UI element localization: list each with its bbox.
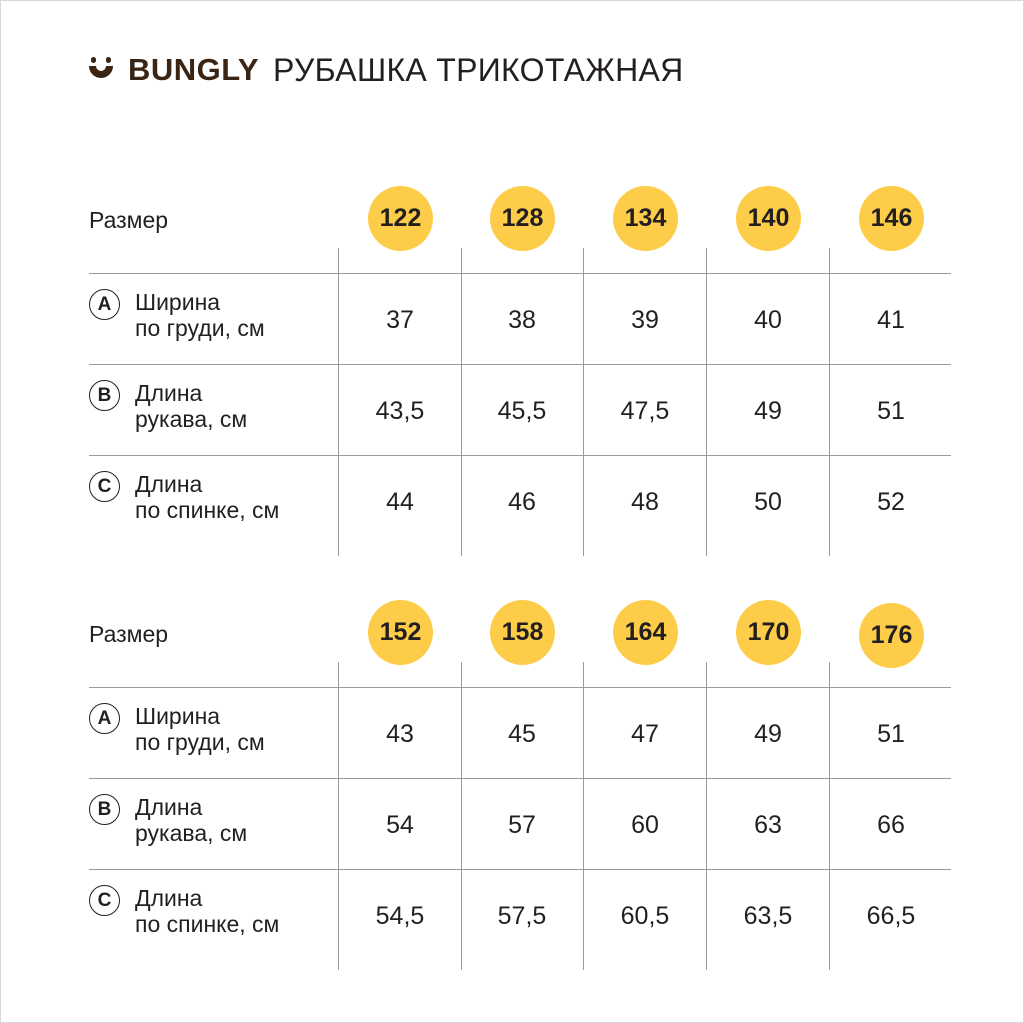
header xyxy=(86,48,684,92)
table-cell: 63,5 xyxy=(743,902,793,930)
row-label-line2: по груди, см xyxy=(135,729,265,755)
size-badge: 140 xyxy=(736,186,801,251)
table-cell: 60 xyxy=(631,811,659,839)
table-cell: 43,5 xyxy=(375,397,425,425)
row-letter-badge: C xyxy=(89,885,120,916)
table-cell: 47 xyxy=(631,720,659,748)
size-badge: 128 xyxy=(490,186,555,251)
size-badge: 158 xyxy=(490,600,555,665)
row-letter-badge: B xyxy=(89,380,120,411)
row-label-line2: по груди, см xyxy=(135,315,265,341)
row-divider xyxy=(89,687,951,688)
table-cell: 50 xyxy=(754,488,782,516)
table-cell: 37 xyxy=(386,306,414,334)
table-cell: 44 xyxy=(386,488,414,516)
size-badge: 122 xyxy=(368,186,433,251)
row-divider xyxy=(89,273,951,274)
table-cell: 51 xyxy=(877,397,905,425)
row-label-line2: по спинке, см xyxy=(135,911,280,937)
size-badge: 176 xyxy=(859,603,924,668)
page-title: РУБАШКА ТРИКОТАЖНАЯ xyxy=(273,51,684,88)
row-divider xyxy=(89,869,951,870)
row-divider xyxy=(89,455,951,456)
row-label xyxy=(135,885,279,937)
table-cell: 63 xyxy=(754,811,782,839)
table-cell: 46 xyxy=(508,488,536,516)
table-cell: 43 xyxy=(386,720,414,748)
row-label-line1: Длина xyxy=(135,794,203,820)
table-cell: 66 xyxy=(877,811,905,839)
size-badge: 164 xyxy=(613,600,678,665)
row-label xyxy=(135,471,279,523)
row-label-line1: Длина xyxy=(135,471,203,497)
row-label-line2: рукава, см xyxy=(135,820,248,846)
row-letter-badge: A xyxy=(89,289,120,320)
row-letter-badge: B xyxy=(89,794,120,825)
row-label-line1: Ширина xyxy=(135,703,221,729)
row-label xyxy=(135,289,265,341)
table-cell: 39 xyxy=(631,306,659,334)
size-badge: 134 xyxy=(613,186,678,251)
table-cell: 49 xyxy=(754,397,782,425)
row-label-line2: по спинке, см xyxy=(135,497,280,523)
row-label-line1: Длина xyxy=(135,380,203,406)
table-cell: 48 xyxy=(631,488,659,516)
size-badge: 170 xyxy=(736,600,801,665)
table-cell: 49 xyxy=(754,720,782,748)
table-cell: 57 xyxy=(508,811,536,839)
table-cell: 41 xyxy=(877,306,905,334)
row-divider xyxy=(89,778,951,779)
size-badge: 152 xyxy=(368,600,433,665)
size-label: Размер xyxy=(89,207,169,233)
row-letter-badge: A xyxy=(89,703,120,734)
table-cell: 45 xyxy=(508,720,536,748)
table-cell: 51 xyxy=(877,720,905,748)
row-label-line1: Ширина xyxy=(135,289,221,315)
row-label xyxy=(135,380,247,432)
row-letter-badge: C xyxy=(89,471,120,502)
row-label-line1: Длина xyxy=(135,885,203,911)
table-cell: 38 xyxy=(508,306,536,334)
row-divider xyxy=(89,364,951,365)
size-badge: 146 xyxy=(859,186,924,251)
table-cell: 66,5 xyxy=(866,902,916,930)
size-label: Размер xyxy=(89,621,169,647)
table-cell: 52 xyxy=(877,488,905,516)
table-cell: 47,5 xyxy=(620,397,670,425)
brand-logo-icon xyxy=(86,55,116,85)
table-cell: 60,5 xyxy=(620,902,670,930)
row-label xyxy=(135,703,265,755)
row-label xyxy=(135,794,247,846)
table-cell: 54 xyxy=(386,811,414,839)
row-label-line2: рукава, см xyxy=(135,406,248,432)
table-cell: 45,5 xyxy=(497,397,547,425)
table-cell: 57,5 xyxy=(497,902,547,930)
brand-name: BUNGLY xyxy=(128,52,260,87)
table-cell: 40 xyxy=(754,306,782,334)
table-cell: 54,5 xyxy=(375,902,425,930)
